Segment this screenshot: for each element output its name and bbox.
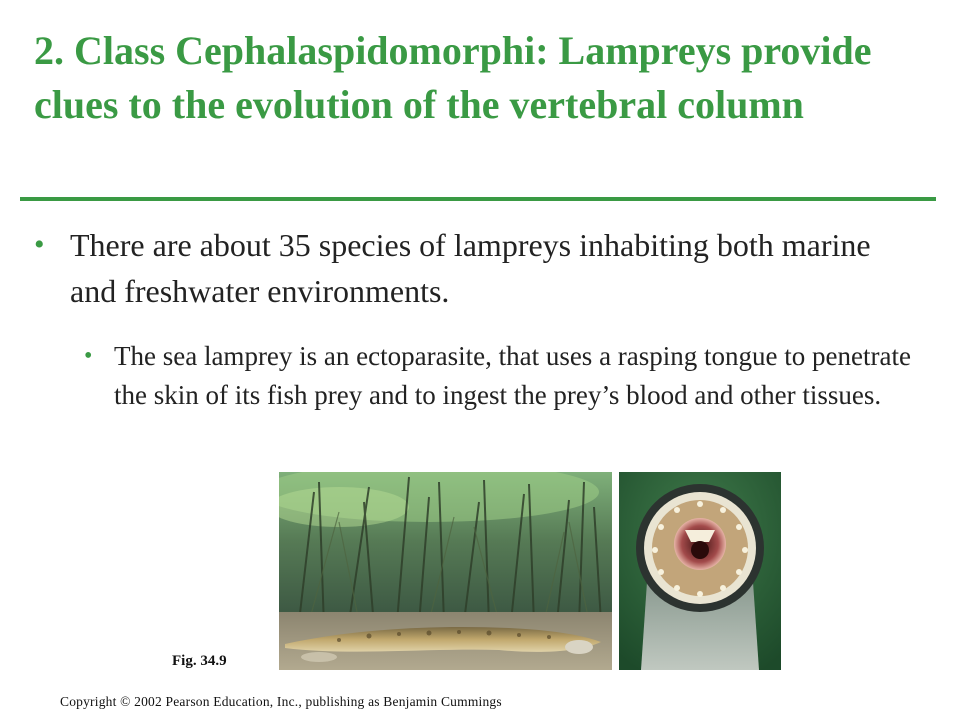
bullet-dot-icon: • — [34, 228, 45, 261]
title-divider — [20, 197, 936, 201]
sub-bullet-dot-icon: • — [84, 343, 93, 369]
bullet-text: There are about 35 species of lampreys inhabiting both marine and freshwater environments. — [70, 227, 871, 309]
lamprey-mouth-photo — [619, 472, 781, 670]
figure-label: Fig. 34.9 — [172, 653, 227, 669]
sub-bullet-item — [84, 337, 914, 415]
sub-bullet-text: The sea lamprey is an ectoparasite, that uses a rasping tongue to penetrate the skin of its fish prey and to ingest the prey’s blood and other tissues. — [114, 341, 911, 410]
bullet-item — [34, 222, 914, 314]
lamprey-underwater-photo — [279, 472, 612, 670]
copyright-notice: Copyright © 2002 Pearson Education, Inc., publishing as Benjamin Cummings — [60, 694, 502, 709]
slide-title: 2. Class Cephalaspidomorphi: Lampreys provide clues to the evolution of the vertebral column — [34, 28, 872, 127]
